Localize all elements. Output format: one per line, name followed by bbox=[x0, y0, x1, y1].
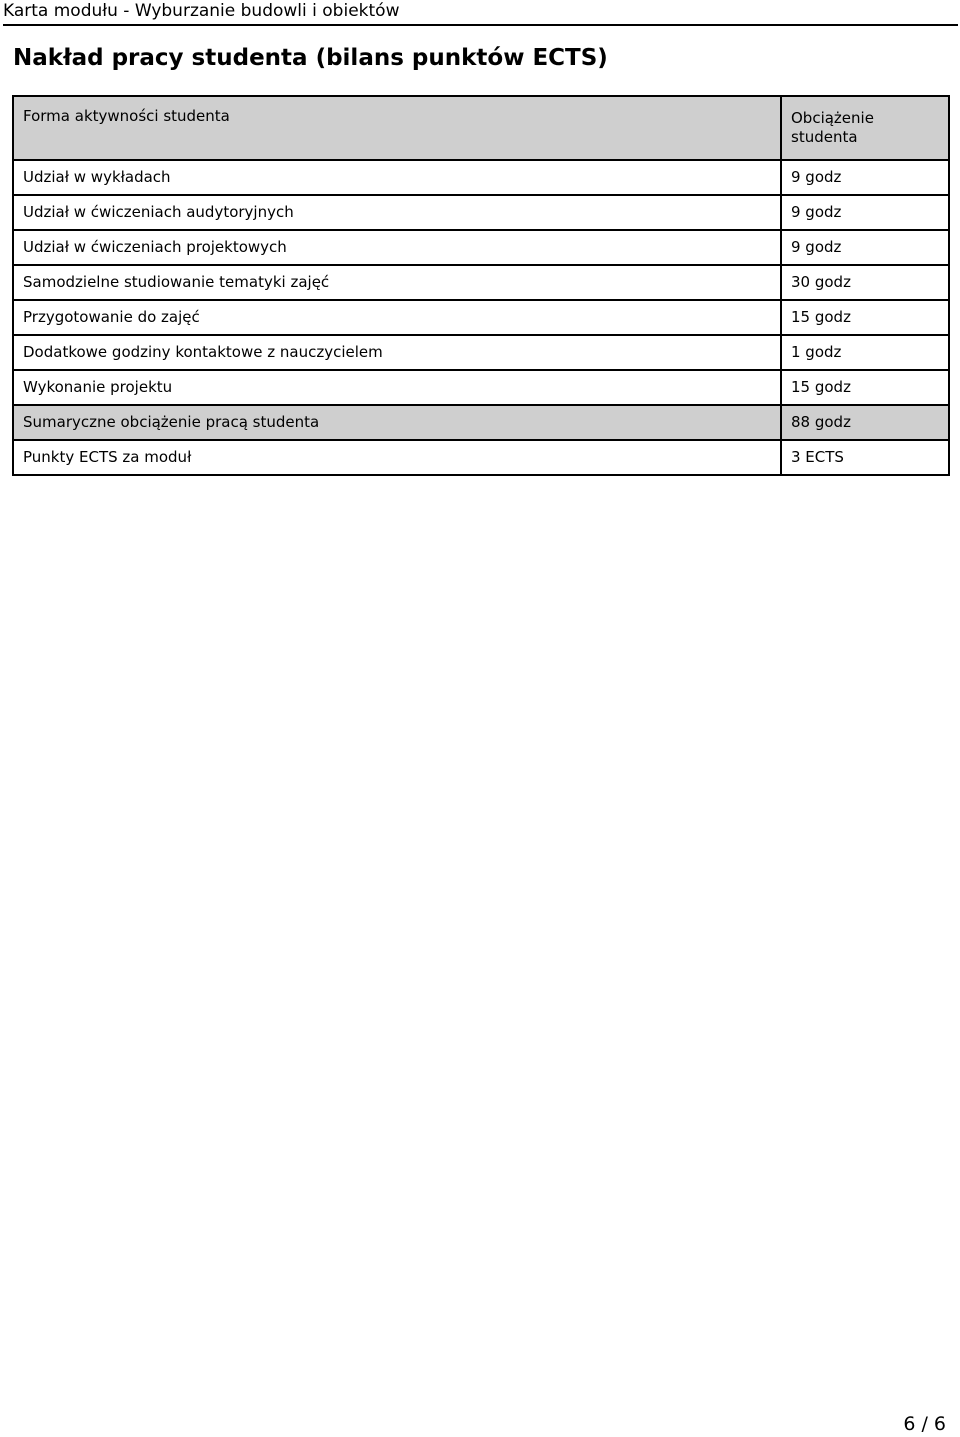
ects-points-label: Punkty ECTS za moduł bbox=[13, 440, 781, 475]
table-row bbox=[13, 370, 949, 405]
load-cell: 15 godz bbox=[781, 300, 949, 335]
load-cell: 9 godz bbox=[781, 195, 949, 230]
total-workload-value: 88 godz bbox=[781, 405, 949, 440]
column-header-activity: Forma aktywności studenta bbox=[13, 96, 781, 160]
table-row bbox=[13, 300, 949, 335]
table-row bbox=[13, 335, 949, 370]
table-row bbox=[13, 230, 949, 265]
page-header bbox=[3, 0, 958, 26]
document-title: Karta modułu - Wyburzanie budowli i obiektów bbox=[3, 1, 400, 21]
section-title: Nakład pracy studenta (bilans punktów ECTS) bbox=[13, 45, 608, 71]
table-header-row bbox=[13, 96, 949, 160]
activity-cell: Udział w ćwiczeniach projektowych bbox=[13, 230, 781, 265]
load-cell: 1 godz bbox=[781, 335, 949, 370]
load-cell: 30 godz bbox=[781, 265, 949, 300]
activity-cell: Samodzielne studiowanie tematyki zajęć bbox=[13, 265, 781, 300]
table-row bbox=[13, 160, 949, 195]
activity-cell: Wykonanie projektu bbox=[13, 370, 781, 405]
table-row bbox=[13, 265, 949, 300]
load-cell: 9 godz bbox=[781, 160, 949, 195]
workload-table bbox=[12, 95, 950, 476]
total-workload-row bbox=[13, 405, 949, 440]
total-workload-label: Sumaryczne obciążenie pracą studenta bbox=[13, 405, 781, 440]
ects-points-row bbox=[13, 440, 949, 475]
table-row bbox=[13, 195, 949, 230]
page-number: 6 / 6 bbox=[903, 1413, 946, 1435]
activity-cell: Udział w wykładach bbox=[13, 160, 781, 195]
load-cell: 15 godz bbox=[781, 370, 949, 405]
ects-points-value: 3 ECTS bbox=[781, 440, 949, 475]
activity-cell: Udział w ćwiczeniach audytoryjnych bbox=[13, 195, 781, 230]
load-cell: 9 godz bbox=[781, 230, 949, 265]
column-header-load: Obciążenie studenta bbox=[781, 96, 949, 160]
activity-cell: Dodatkowe godziny kontaktowe z nauczycielem bbox=[13, 335, 781, 370]
activity-cell: Przygotowanie do zajęć bbox=[13, 300, 781, 335]
